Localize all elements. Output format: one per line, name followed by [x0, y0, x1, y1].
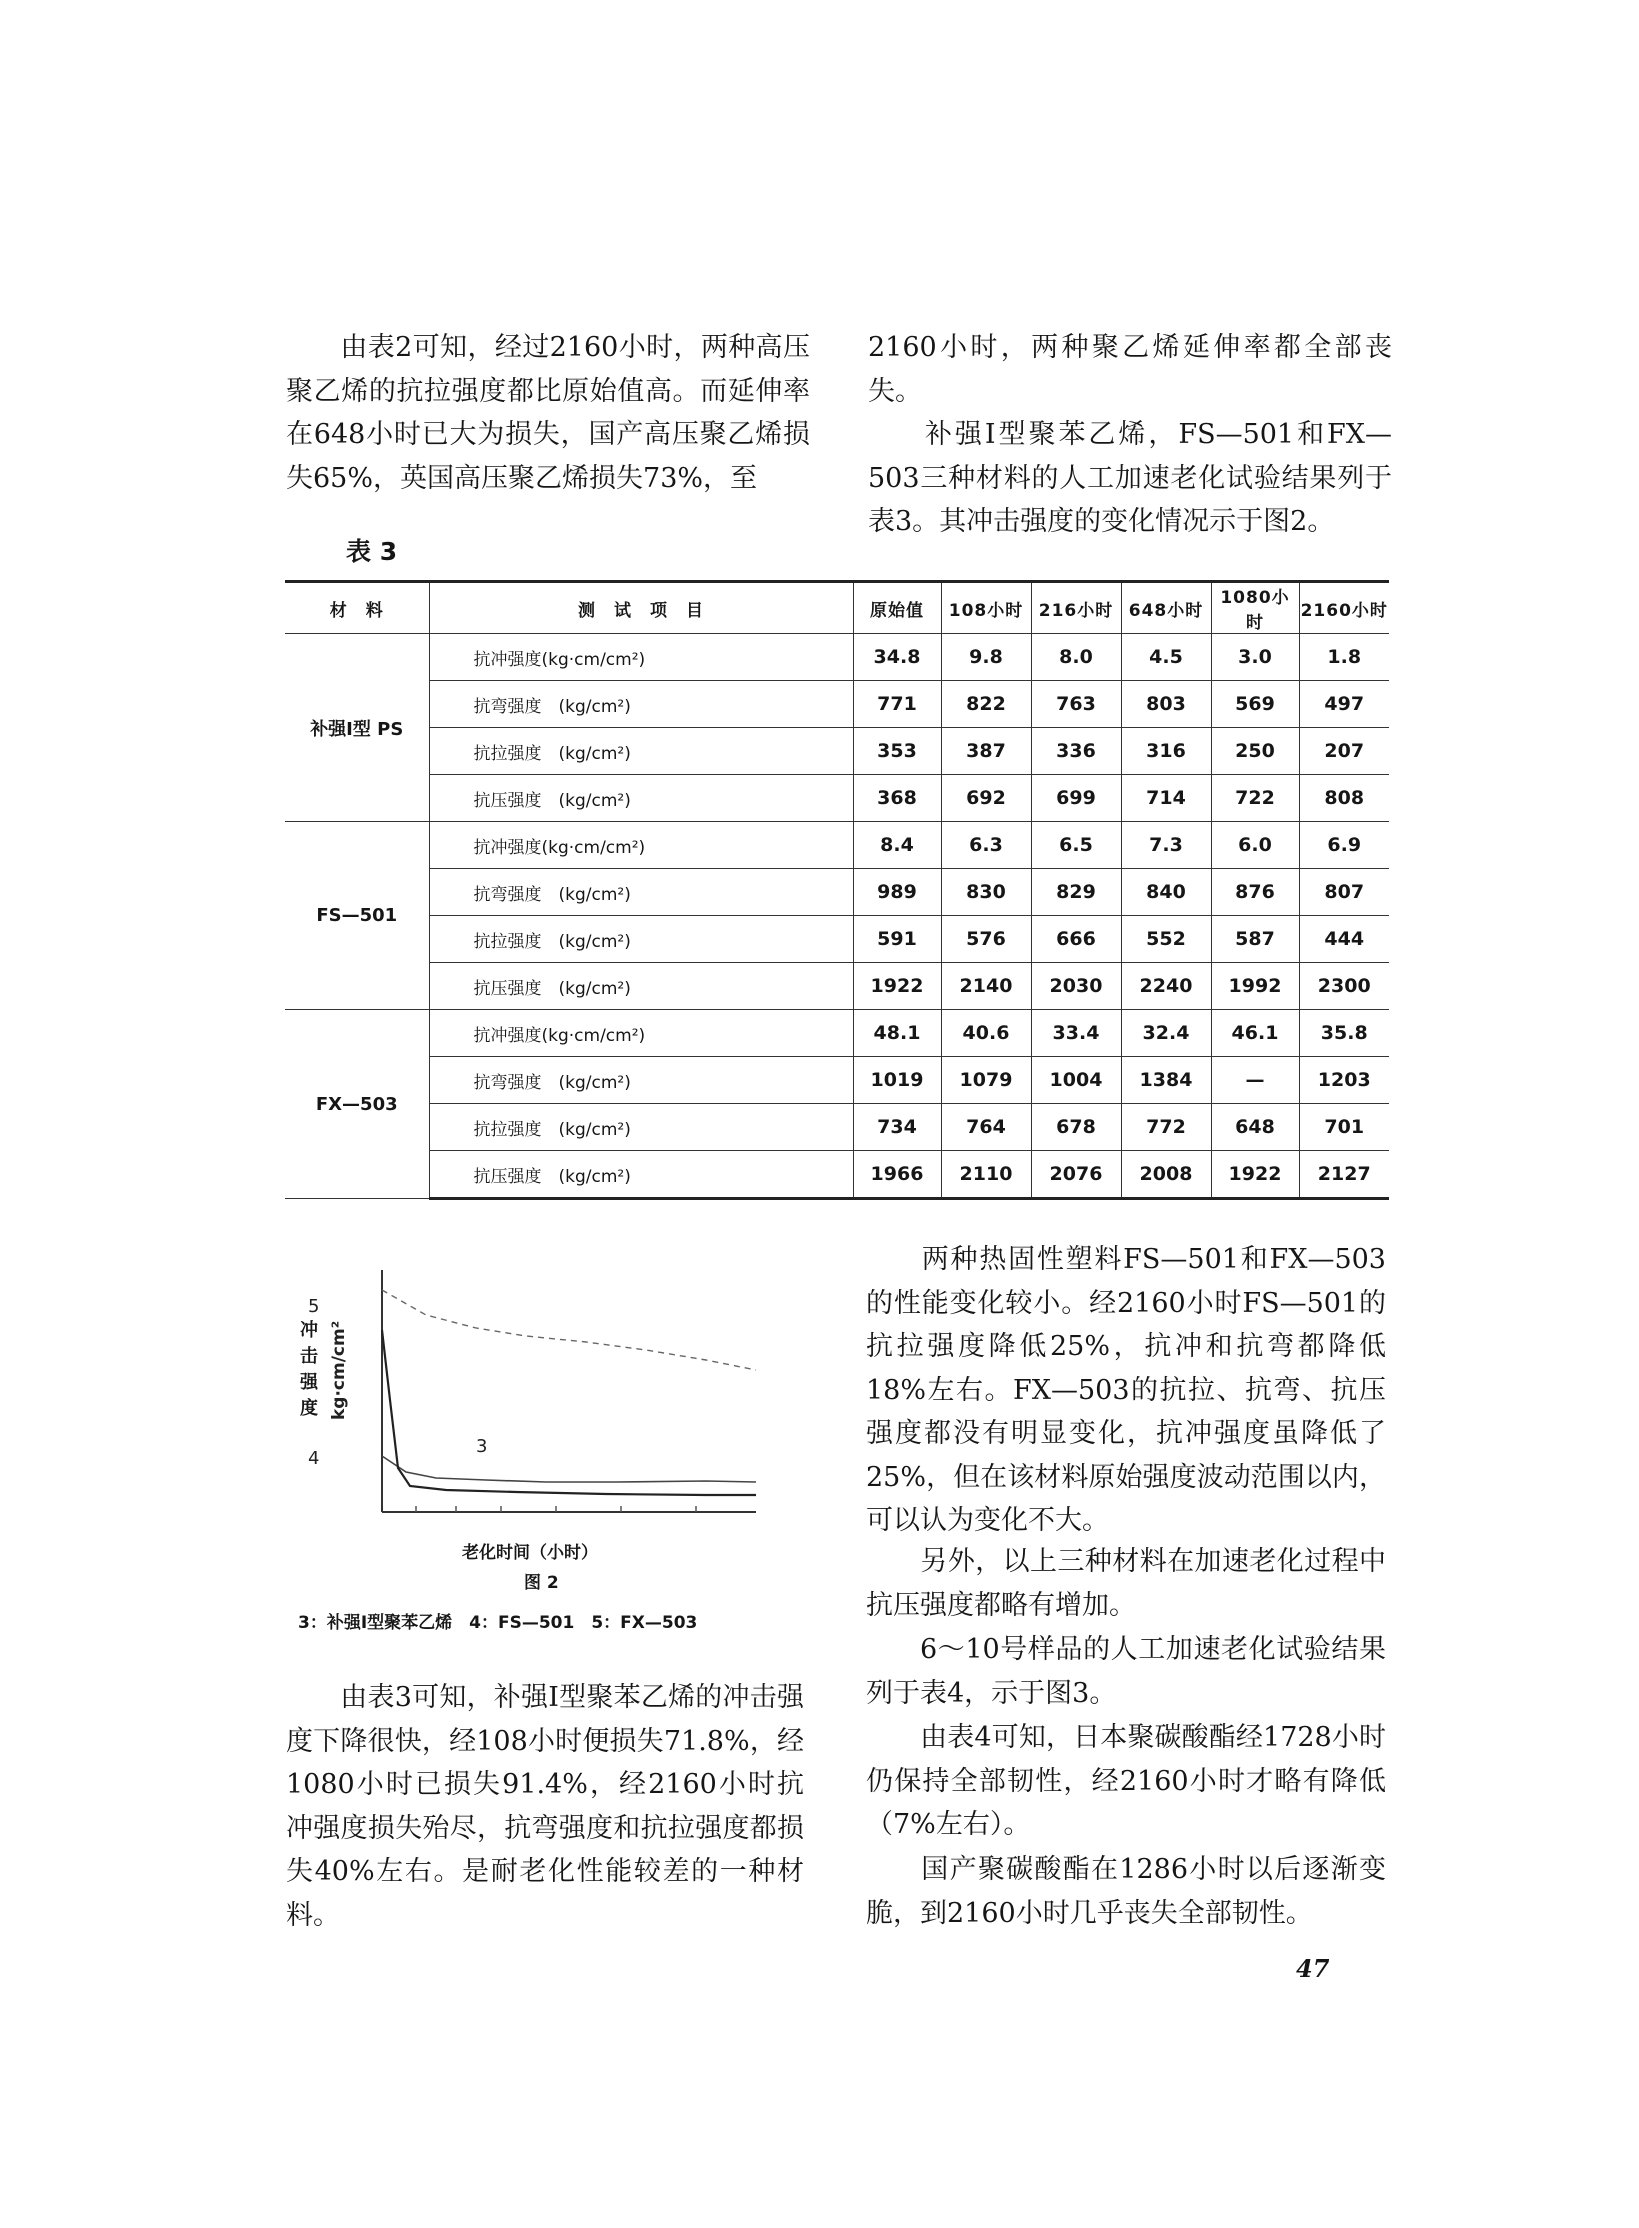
value-cell: 1922 — [1211, 1151, 1299, 1199]
test-item-cell: 抗拉强度 (kg/cm²) — [429, 916, 853, 963]
test-item-cell: 抗压强度 (kg/cm²) — [429, 963, 853, 1010]
page-number: 47 — [1296, 1954, 1330, 1983]
value-cell: 1203 — [1299, 1057, 1389, 1104]
value-cell: 444 — [1299, 916, 1389, 963]
value-cell: 1079 — [941, 1057, 1031, 1104]
value-cell: 34.8 — [853, 634, 941, 681]
value-cell: 803 — [1121, 681, 1211, 728]
value-cell: 699 — [1031, 775, 1121, 822]
curve-fx503 — [382, 1290, 756, 1370]
value-cell: 336 — [1031, 728, 1121, 775]
table-row — [285, 1104, 1389, 1151]
table-row — [285, 681, 1389, 728]
value-cell: 876 — [1211, 869, 1299, 916]
curve-label-fs501: 4 — [308, 1448, 320, 1469]
table-3 — [285, 580, 1389, 1200]
test-item-cell: 抗冲强度(kg·cm/cm²) — [429, 634, 853, 681]
value-cell: 2008 — [1121, 1151, 1211, 1199]
paragraph-table3-intro: 2160小时，两种聚乙烯延伸率都全部丧失。 补强Ⅰ型聚苯乙烯，FS—501和FX—503三种材料的人工加速老化试验结果列于表3。其冲击强度的变化情况示于图2。 — [868, 332, 1392, 537]
value-cell: 763 — [1031, 681, 1121, 728]
value-cell: 678 — [1031, 1104, 1121, 1151]
paragraph-ps-analysis: 由表3可知，补强Ⅰ型聚苯乙烯的冲击强度下降很快，经108小时便损失71.8%，经1080小时已损失91.4%，经2160小时抗冲强度损失殆尽，抗弯强度和抗拉强度都损失40%左右。是耐老化性能较差的一种材料。 — [286, 1682, 804, 1931]
value-cell: 701 — [1299, 1104, 1389, 1151]
value-cell: 722 — [1211, 775, 1299, 822]
table-title: 表 3 — [346, 537, 398, 566]
curve-ps — [382, 1330, 756, 1495]
value-cell: 387 — [941, 728, 1031, 775]
header-1080h: 1080小时 — [1211, 582, 1299, 634]
test-item-cell: 抗压强度 (kg/cm²) — [429, 775, 853, 822]
value-cell: 829 — [1031, 869, 1121, 916]
y-axis-unit: kg·cm/cm² — [329, 1320, 349, 1420]
value-cell: 714 — [1121, 775, 1211, 822]
test-item-cell: 抗弯强度 (kg/cm²) — [429, 1057, 853, 1104]
header-216h: 216小时 — [1031, 582, 1121, 634]
value-cell: 6.9 — [1299, 822, 1389, 869]
value-cell: 2240 — [1121, 963, 1211, 1010]
value-cell: 1922 — [853, 963, 941, 1010]
paragraph-domestic-pc: 国产聚碳酸酯在1286小时以后逐渐变脆，到2160小时几乎丧失全部韧性。 — [866, 1854, 1386, 1929]
value-cell: 692 — [941, 775, 1031, 822]
value-cell: 353 — [853, 728, 941, 775]
value-cell: 35.8 — [1299, 1010, 1389, 1057]
value-cell: 666 — [1031, 916, 1121, 963]
test-item-cell: 抗压强度 (kg/cm²) — [429, 1151, 853, 1199]
table-row — [285, 634, 1389, 681]
value-cell: 771 — [853, 681, 941, 728]
value-cell: 2030 — [1031, 963, 1121, 1010]
value-cell: 48.1 — [853, 1010, 941, 1057]
value-cell: 33.4 — [1031, 1010, 1121, 1057]
header-2160h: 2160小时 — [1299, 582, 1389, 634]
value-cell: 772 — [1121, 1104, 1211, 1151]
value-cell: 734 — [853, 1104, 941, 1151]
table-row — [285, 1057, 1389, 1104]
value-cell: 1004 — [1031, 1057, 1121, 1104]
value-cell: 497 — [1299, 681, 1389, 728]
table-row — [285, 775, 1389, 822]
table-row — [285, 1151, 1389, 1199]
curve-label-ps: 3 — [476, 1436, 488, 1457]
test-item-cell: 抗弯强度 (kg/cm²) — [429, 681, 853, 728]
material-cell: FX—503 — [285, 1010, 429, 1199]
table-row — [285, 869, 1389, 916]
value-cell: 764 — [941, 1104, 1031, 1151]
test-item-cell: 抗拉强度 (kg/cm²) — [429, 728, 853, 775]
value-cell: 830 — [941, 869, 1031, 916]
value-cell: 1966 — [853, 1151, 941, 1199]
value-cell: 1384 — [1121, 1057, 1211, 1104]
paragraph-table2-summary: 由表2可知，经过2160小时，两种高压聚乙烯的抗拉强度都比原始值高。而延伸率在648小时已大为损失，国产高压聚乙烯损失65%，英国高压聚乙烯损失73%，至 — [286, 332, 810, 494]
value-cell: 207 — [1299, 728, 1389, 775]
figure-title: 图 2 — [524, 1573, 559, 1593]
figure-x-label: 老化时间（小时） — [462, 1543, 598, 1563]
value-cell: 368 — [853, 775, 941, 822]
material-cell: FS—501 — [285, 822, 429, 1010]
test-item-cell: 抗冲强度(kg·cm/cm²) — [429, 1010, 853, 1057]
value-cell: 591 — [853, 916, 941, 963]
value-cell: 2300 — [1299, 963, 1389, 1010]
table-row — [285, 822, 1389, 869]
value-cell: 3.0 — [1211, 634, 1299, 681]
curve-label-fx503: 5 — [308, 1296, 320, 1317]
value-cell: 822 — [941, 681, 1031, 728]
value-cell: 587 — [1211, 916, 1299, 963]
paragraph-table4-intro: 6～10号样品的人工加速老化试验结果列于表4，示于图3。 — [866, 1634, 1386, 1709]
table-row — [285, 728, 1389, 775]
curve-fs501 — [382, 1456, 756, 1482]
value-cell: — — [1211, 1057, 1299, 1104]
table-row — [285, 1010, 1389, 1057]
value-cell: 648 — [1211, 1104, 1299, 1151]
value-cell: 1992 — [1211, 963, 1299, 1010]
value-cell: 2110 — [941, 1151, 1031, 1199]
figure-2-chart — [286, 1250, 796, 1560]
header-108h: 108小时 — [941, 582, 1031, 634]
value-cell: 316 — [1121, 728, 1211, 775]
header-material: 材 料 — [285, 582, 429, 634]
value-cell: 2076 — [1031, 1151, 1121, 1199]
test-item-cell: 抗冲强度(kg·cm/cm²) — [429, 822, 853, 869]
value-cell: 8.4 — [853, 822, 941, 869]
value-cell: 4.5 — [1121, 634, 1211, 681]
value-cell: 6.3 — [941, 822, 1031, 869]
value-cell: 808 — [1299, 775, 1389, 822]
value-cell: 552 — [1121, 916, 1211, 963]
paragraph-japanese-pc: 由表4可知，日本聚碳酸酯经1728小时仍保持全部韧性，经2160小时才略有降低（7%左右）。 — [866, 1722, 1386, 1840]
material-cell: 补强Ⅰ型 PS — [285, 634, 429, 822]
value-cell: 989 — [853, 869, 941, 916]
header-648h: 648小时 — [1121, 582, 1211, 634]
value-cell: 807 — [1299, 869, 1389, 916]
value-cell: 576 — [941, 916, 1031, 963]
figure-y-label: 冲击强度 — [300, 1320, 318, 1419]
table-row — [285, 963, 1389, 1010]
paragraph-thermoset-analysis: 两种热固性塑料FS—501和FX—503的性能变化较小。经2160小时FS—501的抗拉强度降低25%，抗冲和抗弯都降低18%左右。FX—503的抗拉、抗弯、抗压强度都没有明显变化，抗冲强度虽降低了25%，但在该材料原始强度波动范围以内，可以认为变化不大。 — [866, 1244, 1386, 1536]
value-cell: 6.0 — [1211, 822, 1299, 869]
value-cell: 9.8 — [941, 634, 1031, 681]
value-cell: 8.0 — [1031, 634, 1121, 681]
value-cell: 250 — [1211, 728, 1299, 775]
value-cell: 46.1 — [1211, 1010, 1299, 1057]
value-cell: 569 — [1211, 681, 1299, 728]
paragraph-compression-note: 另外，以上三种材料在加速老化过程中抗压强度都略有增加。 — [866, 1546, 1386, 1621]
test-item-cell: 抗拉强度 (kg/cm²) — [429, 1104, 853, 1151]
table-body — [285, 634, 1389, 1199]
table-row — [285, 916, 1389, 963]
value-cell: 1019 — [853, 1057, 941, 1104]
value-cell: 840 — [1121, 869, 1211, 916]
value-cell: 2140 — [941, 963, 1031, 1010]
value-cell: 40.6 — [941, 1010, 1031, 1057]
value-cell: 32.4 — [1121, 1010, 1211, 1057]
value-cell: 2127 — [1299, 1151, 1389, 1199]
value-cell: 7.3 — [1121, 822, 1211, 869]
figure-caption: 3：补强Ⅰ型聚苯乙烯 4：FS—501 5：FX—503 — [298, 1613, 698, 1633]
test-item-cell: 抗弯强度 (kg/cm²) — [429, 869, 853, 916]
header-test-item: 测 试 项 目 — [429, 582, 853, 634]
table-header-row — [285, 582, 1389, 634]
header-original: 原始值 — [853, 582, 941, 634]
value-cell: 1.8 — [1299, 634, 1389, 681]
value-cell: 6.5 — [1031, 822, 1121, 869]
